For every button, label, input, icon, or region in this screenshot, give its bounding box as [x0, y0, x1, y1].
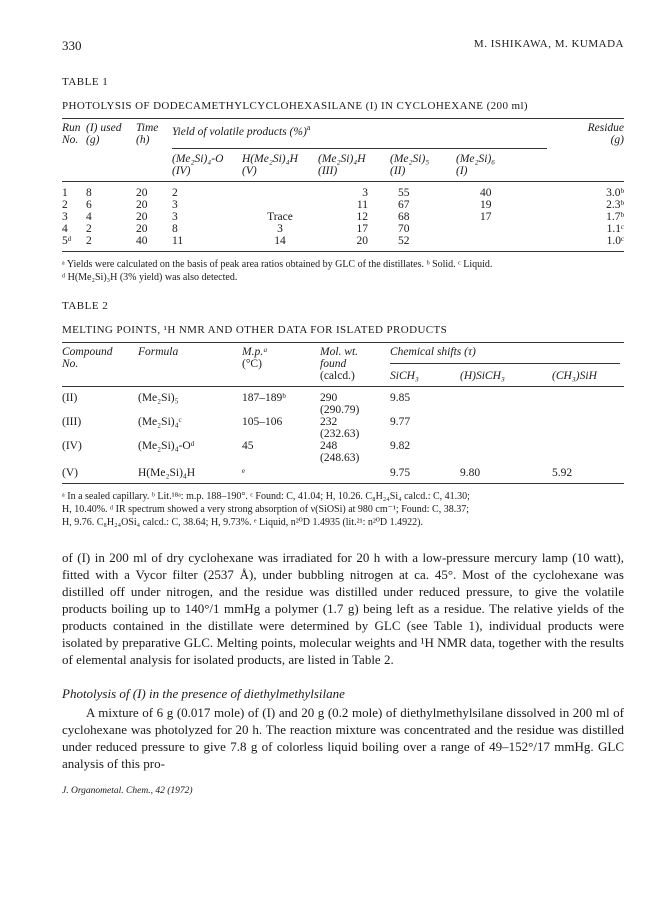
table2-footnotes: [62, 490, 624, 529]
table-row: (V) H(Me₂Si)₄H ᵉ 9.75 9.80 5.92: [62, 466, 573, 479]
table2-bottom-rule: [62, 483, 624, 484]
table-row: 4 2 20 8 3 17 70 1.1ᶜ: [62, 222, 624, 235]
col-yield: Yield of volatile products (%)$^a$: [172, 122, 548, 149]
table1-header-row: [62, 122, 624, 149]
table2-title: MELTING POINTS, ¹H NMR AND OTHER DATA FOR ISLATED PRODUCTS: [62, 323, 448, 336]
table2-footnote-2: H, 10.40%. ᵈ IR spectrum showed a very strong absorption of ν(SiOSi) at 980 cm⁻¹; Found: C, 38.37;: [62, 503, 469, 515]
subhead-iii: (Me₂Si)₄H (III): [318, 152, 366, 177]
running-head-authors: M. ISHIKAWA, M. KUMADA: [473, 38, 624, 50]
table1-subheader-row: [62, 149, 624, 177]
table1-label: TABLE 1: [62, 76, 109, 88]
table-row: (II) (Me₂Si)₅ 187–189ᵇ 290 (290.79) 9.85: [62, 391, 411, 416]
table2-label: TABLE 2: [62, 299, 109, 312]
table2-footnote-3: H, 9.76. C₈H₂₄OSi₄ calcd.: C, 38.64; H, 9.73%. ᵉ Liquid, n²⁰D 1.4935 (lit.²¹: n²⁰D 1.4922).: [62, 516, 423, 528]
table1-footnotes: [62, 258, 624, 284]
col-used: (I) used (g): [86, 122, 122, 146]
subhead-iv: (Me₂Si)₄-O (IV): [172, 152, 224, 177]
subhead-v: H(Me₂Si)₄H (V): [242, 152, 298, 177]
table1-bottom-rule: [62, 251, 624, 252]
table2: [62, 346, 624, 479]
table2-top-rule: [62, 342, 624, 343]
document-page: [62, 38, 624, 796]
table-row: 2 6 20 3 11 67 19 2.3ᵇ: [62, 198, 624, 211]
paragraph-2: A mixture of 6 g (0.017 mole) of (I) and 20 g (0.2 mole) of diethylmethylsilane dissolved in 200 ml of cyclohexane was photolyzed for 20 h. The reaction mixture was concentrated and the residue was distilled under reduced pressure to give 7.8 g of colorless liquid boiling over a range of 49–152°/17 mmHg. GLC analysis of this pro-: [62, 704, 624, 771]
table-row: 5ᵈ 2 40 11 14 20 52 1.0ᶜ: [62, 234, 624, 247]
col-residue: Residue (g): [587, 122, 624, 146]
table2-footnote-1: ᵃ In a sealed capillary. ᵇ Lit.¹⁸ᵃ: m.p. 188–190°. ᶜ Found: C, 41.04; H, 10.26. C₈H₂₄Si₄ calcd.: C, 41.30;: [62, 490, 470, 502]
journal-footer: J. Organometal. Chem., 42 (1972): [62, 785, 193, 796]
page-number: 330: [62, 38, 82, 53]
table2-header-row: [62, 346, 624, 382]
section-subheading: Photolysis of (I) in the presence of diethylmethylsilane: [62, 685, 345, 701]
table-row: (III) (Me₂Si)₄ᶜ 105–106 232 (232.63) 9.77: [62, 415, 411, 440]
body-text: [62, 549, 624, 668]
table1: [62, 122, 624, 247]
col-compound: Compound No.: [62, 345, 113, 370]
col-shifts: Chemical shifts (τ) SiCH₃ (H)SiCH₃ (CH₃)SiH: [390, 346, 624, 382]
page-header: [62, 38, 624, 56]
table1-title: PHOTOLYSIS OF DODECAMETHYLCYCLOHEXASILANE (I) IN CYCLOHEXANE (200 ml): [62, 100, 528, 112]
table-row: 1 8 20 2 3 55 40 3.0ᵇ: [62, 186, 624, 199]
col-formula: Formula: [138, 345, 179, 358]
table1-footnote-1: ᵃ Yields were calculated on the basis of peak area ratios obtained by GLC of the distillates. ᵇ Solid. ᶜ Liquid.: [62, 258, 493, 270]
col-run: Run No.: [62, 122, 81, 146]
table1-footnote-2: ᵈ H(Me₂Si)₃H (3% yield) was also detected.: [62, 271, 238, 283]
col-mp: M.p.ᵃ (°C): [242, 345, 268, 370]
subhead-ii: (Me₂Si)₅ (II): [390, 152, 430, 177]
table1-top-rule: [62, 118, 624, 119]
table-row: 3 4 20 3 Trace 12 68 17 1.7ᵇ: [62, 210, 624, 223]
body-text-2: [62, 704, 624, 772]
subhead-i: (Me₂Si)₆ (I): [456, 152, 496, 177]
col-time: Time (h): [136, 122, 159, 146]
table-row: (IV) (Me₂Si)₄-Oᵈ 45 248 (248.63) 9.82: [62, 439, 411, 464]
paragraph-1: of (I) in 200 ml of dry cyclohexane was irradiated for 20 h with a low-pressure mercury lamp (10 watt), fitted with a Vycor filter (2537 Å), under bubbling nitrogen at ca. 45°. Most of the cyclohexane was distilled off under nitrogen, and the residue was distilled under reduced pressure, to give the volatile products boiling up to 140°/1 mmHg a polymer (1.7 g) being left as a residue. The relative yields of the products contained in the distillate were determined by GLC (see Table 1), individual products were isolated by preparative GLC. Melting points, molecular weights and ¹H NMR data, together with the results of elemental analysis for isolated products, are listed in Table 2.: [62, 549, 624, 667]
col-mw: Mol. wt. found (calcd.): [320, 345, 359, 382]
